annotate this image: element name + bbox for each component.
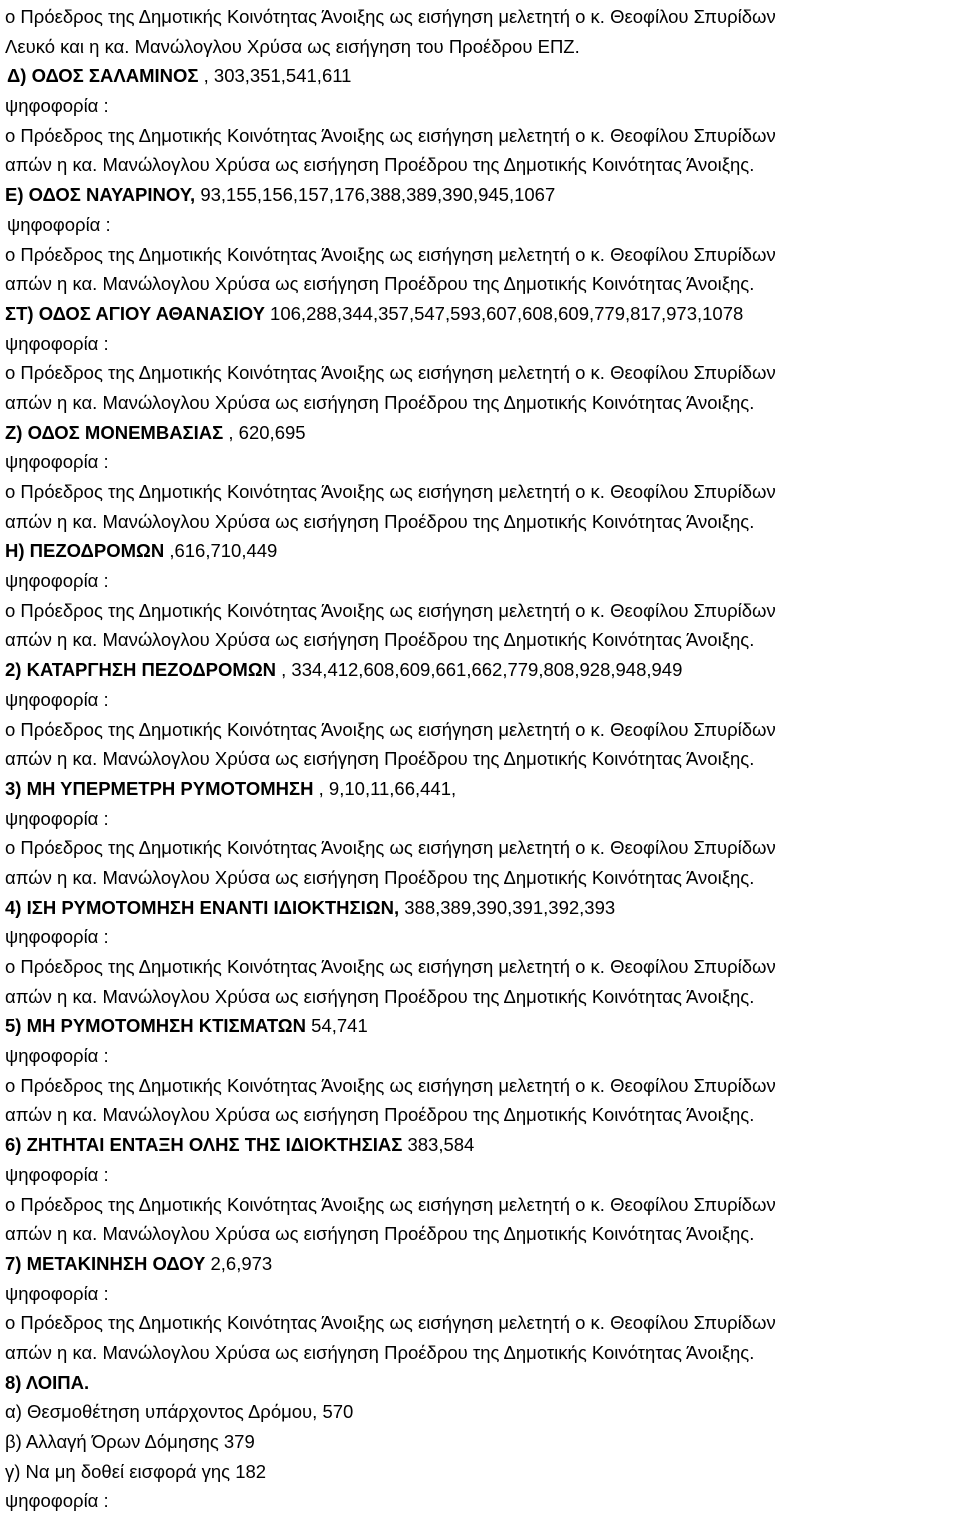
abstain-line: απών η κα. Μανώλογλου Χρύσα ως εισήγηση Προέδρου της Δημοτικής Κοινότητας Άνοιξης. <box>5 1104 755 1126</box>
abstain-line: απών η κα. Μανώλογλου Χρύσα ως εισήγηση Προέδρου της Δημοτικής Κοινότητας Άνοιξης. <box>5 1341 755 1363</box>
section-odos-salaminos <box>5 61 957 180</box>
president-line: ο Πρόεδρος της Δημοτικής Κοινότητας Άνοιξης ως εισήγηση μελετητή ο κ. Θεοφίλου Σπυρίδων <box>5 1074 776 1096</box>
section-heading: 8) ΛΟΙΠΑ. <box>5 1371 90 1393</box>
section-loipa <box>5 1368 957 1516</box>
vote-label: ψηφοφορία : <box>5 332 109 354</box>
president-line: ο Πρόεδρος της Δημοτικής Κοινότητας Άνοιξης ως εισήγηση μελετητή ο κ. Θεοφίλου Σπυρίδων <box>5 837 776 859</box>
abstain-line: απών η κα. Μανώλογλου Χρύσα ως εισήγηση Προέδρου της Δημοτικής Κοινότητας Άνοιξης. <box>5 985 755 1007</box>
vote-label: ψηφοφορία : <box>5 95 109 117</box>
section-heading: Ε) ΟΔΟΣ ΝΑΥΑΡΙΝΟΥ, <box>5 184 196 206</box>
list-item: γ) Να μη δοθεί εισφορά γης 182 <box>5 1460 267 1482</box>
section-heading: 7) ΜΕΤΑΚΙΝΗΣΗ ΟΔΟΥ <box>5 1252 206 1274</box>
intro-line-2: Λευκό και η κα. Μανώλογλου Χρύσα ως εισήγηση του Προέδρου ΕΠΖ. <box>5 35 580 57</box>
abstain-line: απών η κα. Μανώλογλου Χρύσα ως εισήγηση Προέδρου της Δημοτικής Κοινότητας Άνοιξης. <box>5 154 755 176</box>
vote-label: ψηφοφορία : <box>5 451 109 473</box>
list-item: β) Αλλαγή Όρων Δόμησης 379 <box>5 1431 255 1452</box>
president-line: ο Πρόεδρος της Δημοτικής Κοινότητας Άνοιξης ως εισήγηση μελετητή ο κ. Θεοφίλου Σπυρίδων <box>5 956 776 977</box>
section-heading-line <box>5 61 957 91</box>
abstain-line: απών η κα. Μανώλογλου Χρύσα ως εισήγηση Προέδρου της Δημοτικής Κοινότητας Άνοιξης. <box>5 748 755 770</box>
section-odos-monemvasias <box>5 418 957 537</box>
president-line: ο Πρόεδρος της Δημοτικής Κοινότητας Άνοιξης ως εισήγηση μελετητή ο κ. Θεοφίλου Σπυρίδων <box>5 1312 776 1334</box>
section-odos-navarinou <box>5 180 957 299</box>
section-mi-ypermetri-rymotomisi <box>5 774 957 893</box>
vote-label: ψηφοφορία : <box>5 570 109 592</box>
vote-label: ψηφοφορία : <box>5 807 109 829</box>
section-entaxi-idioktisias <box>5 1130 957 1249</box>
section-heading-line <box>5 1130 957 1160</box>
section-heading-line <box>5 893 957 923</box>
president-line: ο Πρόεδρος της Δημοτικής Κοινότητας Άνοιξης ως εισήγηση μελετητή ο κ. Θεοφίλου Σπυρίδων <box>5 481 776 502</box>
section-refs: 383,584 <box>402 1134 475 1156</box>
section-mi-rymotomisi-ktismaton <box>5 1011 957 1130</box>
section-heading: 2) ΚΑΤΑΡΓΗΣΗ ΠΕΖΟΔΡΟΜΩΝ <box>5 659 277 681</box>
section-heading: ΣΤ) ΟΔΟΣ ΑΓΙΟΥ ΑΘΑΝΑΣΙΟΥ <box>5 302 265 324</box>
section-refs: 2,6,973 <box>205 1252 273 1274</box>
section-odos-agiou-athanasiou <box>5 299 957 418</box>
section-refs: 93,155,156,157,176,388,389,390,945,1067 <box>195 184 556 206</box>
vote-label: ψηφοφορία : <box>5 1282 109 1304</box>
section-refs: 388,389,390,391,392,393 <box>399 896 616 918</box>
section-pezodromon <box>5 536 957 655</box>
vote-label: ψηφοφορία : <box>5 1163 109 1185</box>
section-heading: Δ) ΟΔΟΣ ΣΑΛΑΜΙΝΟΣ <box>7 65 199 87</box>
president-line: ο Πρόεδρος της Δημοτικής Κοινότητας Άνοιξης ως εισήγηση μελετητή ο κ. Θεοφίλου Σπυρίδων <box>5 1193 776 1215</box>
section-refs: 54,741 <box>306 1015 368 1037</box>
president-line: ο Πρόεδρος της Δημοτικής Κοινότητας Άνοιξης ως εισήγηση μελετητή ο κ. Θεοφίλου Σπυρίδων <box>5 599 776 621</box>
section-katargisi-pezodromon <box>5 655 957 774</box>
intro-line-1: ο Πρόεδρος της Δημοτικής Κοινότητας Άνοιξης ως εισήγηση μελετητή ο κ. Θεοφίλου Σπυρίδων <box>5 6 776 27</box>
section-heading: Η) ΠΕΖΟΔΡΟΜΩΝ <box>5 540 165 562</box>
section-refs: , 620,695 <box>223 421 306 443</box>
section-heading: Ζ) ΟΔΟΣ ΜΟΝΕΜΒΑΣΙΑΣ <box>5 421 224 443</box>
abstain-line: απών η κα. Μανώλογλου Χρύσα ως εισήγηση Προέδρου της Δημοτικής Κοινότητας Άνοιξης. <box>5 629 755 651</box>
section-heading: 4) ΙΣΗ ΡΥΜΟΤΟΜΗΣΗ ΕΝΑΝΤΙ ΙΔΙΟΚΤΗΣΙΩΝ, <box>5 896 400 918</box>
president-line: ο Πρόεδρος της Δημοτικής Κοινότητας Άνοιξης ως εισήγηση μελετητή ο κ. Θεοφίλου Σπυρίδων <box>5 362 776 384</box>
president-line: ο Πρόεδρος της Δημοτικής Κοινότητας Άνοιξης ως εισήγηση μελετητή ο κ. Θεοφίλου Σπυρίδων <box>5 124 776 146</box>
section-heading-line <box>5 180 957 210</box>
section-heading-line <box>5 1249 957 1279</box>
abstain-line: απών η κα. Μανώλογλου Χρύσα ως εισήγηση Προέδρου της Δημοτικής Κοινότητας Άνοιξης. <box>5 866 755 888</box>
president-line: ο Πρόεδρος της Δημοτικής Κοινότητας Άνοιξης ως εισήγηση μελετητή ο κ. Θεοφίλου Σπυρίδων <box>5 718 776 740</box>
vote-label: ψηφοφορία : <box>5 688 109 710</box>
abstain-line: απών η κα. Μανώλογλου Χρύσα ως εισήγηση Προέδρου της Δημοτικής Κοινότητας Άνοιξης. <box>5 510 755 532</box>
abstain-line: απών η κα. Μανώλογλου Χρύσα ως εισήγηση Προέδρου της Δημοτικής Κοινότητας Άνοιξης. <box>5 391 755 413</box>
section-heading-line <box>5 655 957 685</box>
list-item: α) Θεσμοθέτηση υπάρχοντος Δρόμου, 570 <box>5 1401 354 1423</box>
section-metakinisi-odou <box>5 1249 957 1368</box>
section-heading-line <box>5 774 957 804</box>
section-refs: ,616,710,449 <box>164 540 278 562</box>
document-page <box>5 2 957 1516</box>
president-line: ο Πρόεδρος της Δημοτικής Κοινότητας Άνοιξης ως εισήγηση μελετητή ο κ. Θεοφίλου Σπυρίδων <box>5 243 776 265</box>
section-heading-line <box>5 536 957 566</box>
section-heading: 3) ΜΗ ΥΠΕΡΜΕΤΡΗ ΡΥΜΟΤΟΜΗΣΗ <box>5 777 314 799</box>
section-refs: , 9,10,11,66,441, <box>313 777 457 799</box>
vote-label: ψηφοφορία : <box>5 1490 109 1512</box>
vote-label: ψηφοφορία : <box>5 926 109 948</box>
section-heading-line <box>5 299 957 329</box>
section-isi-rymotomisi <box>5 893 957 1012</box>
section-heading: 6) ΖΗΤΗΤΑΙ ΕΝΤΑΞΗ ΟΛΗΣ ΤΗΣ ΙΔΙΟΚΤΗΣΙΑΣ <box>5 1134 403 1156</box>
section-heading-line <box>5 1011 957 1041</box>
section-heading: 5) ΜΗ ΡΥΜΟΤΟΜΗΣΗ ΚΤΙΣΜΑΤΩΝ <box>5 1015 307 1037</box>
section-refs: 106,288,344,357,547,593,607,608,609,779,817,973,1078 <box>264 302 744 324</box>
abstain-line: απών η κα. Μανώλογλου Χρύσα ως εισήγηση Προέδρου της Δημοτικής Κοινότητας Άνοιξης. <box>5 1223 755 1245</box>
section-refs: , 334,412,608,609,661,662,779,808,928,948,949 <box>276 659 683 681</box>
section-heading-line <box>5 418 957 448</box>
abstain-line: απών η κα. Μανώλογλου Χρύσα ως εισήγηση Προέδρου της Δημοτικής Κοινότητας Άνοιξης. <box>5 273 755 295</box>
vote-label: ψηφοφορία : <box>5 1045 109 1067</box>
section-refs: , 303,351,541,611 <box>198 65 352 87</box>
vote-label: ψηφοφορία : <box>7 213 111 235</box>
